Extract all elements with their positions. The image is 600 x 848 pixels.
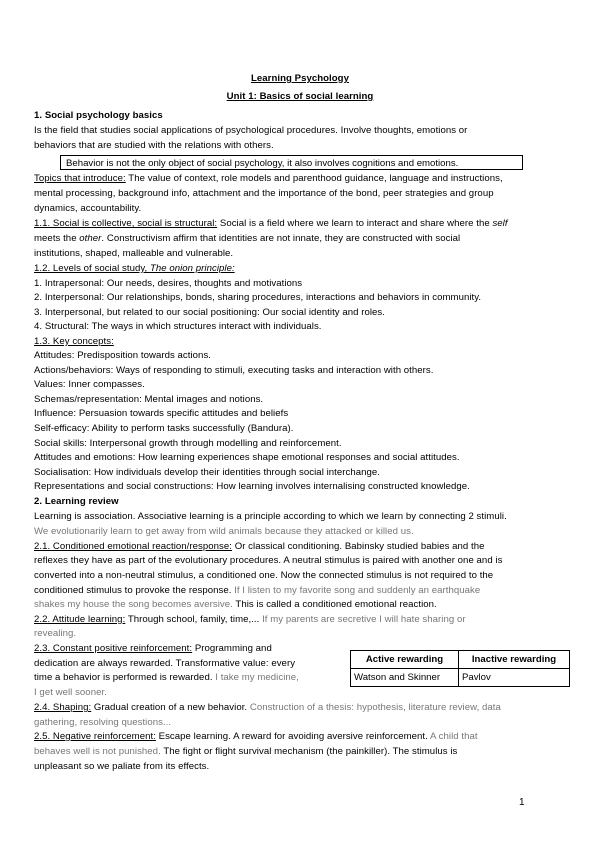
concept-item: Attitudes: Predisposition towards actions.: [34, 350, 212, 361]
subsection-1-1-text-b: meets the: [34, 233, 80, 244]
subsection-2-2-line-1: [34, 613, 574, 628]
subsection-2-1-text-a: Or classical conditioning. Babinsky studied babies and the: [231, 541, 485, 552]
table-cell-inactive: Pavlov: [459, 669, 570, 687]
subsection-2-2-line-2: revealing.: [34, 628, 77, 639]
subsection-1-1-line-2: [34, 232, 574, 247]
concept-item: Schemas/representation: Mental images and notions.: [34, 394, 264, 405]
level-item: 2. Interpersonal: Our relationships, bonds, sharing procedures, interactions and behaviors in community.: [34, 292, 482, 303]
subsection-2-2-text: Through school, family, time,...: [125, 614, 263, 625]
subsection-1-1-line-3: institutions, shaped, malleable and vulnerable.: [34, 248, 234, 259]
self-term: self: [492, 218, 508, 229]
subsection-2-3-line-4: I get well sooner.: [34, 687, 107, 698]
subsection-1-1-text-c: . Constructivism affirm that identities are not innate, they are constructed with social: [101, 233, 461, 244]
subsection-2-1-example-a: If I listen to my favorite song and suddenly an earthquake: [234, 585, 481, 596]
subsection-2-5-text-b: The fight or flight survival mechanism (the painkiller). The stimulus is: [160, 746, 458, 757]
section-2-heading: 2. Learning review: [34, 496, 119, 507]
concept-item: Attitudes and emotions: How learning experiences shape emotional responses and social attitudes.: [34, 452, 460, 463]
table-header-active: Active rewarding: [351, 651, 459, 669]
table-row: [351, 669, 570, 687]
subsection-2-4-line-2: gathering, resolving questions...: [34, 717, 172, 728]
level-item: 4. Structural: The ways in which structures interact with individuals.: [34, 321, 322, 332]
subsection-2-5-line-1: [34, 730, 574, 745]
other-term: other: [79, 233, 102, 244]
concept-item: Self-efficacy: Ability to perform tasks successfully (Bandura).: [34, 423, 294, 434]
topics-label: Topics that introduce:: [34, 173, 126, 184]
concept-item: Values: Inner compasses.: [34, 379, 145, 390]
concept-item: Social skills: Interpersonal growth through modelling and reinforcement.: [34, 438, 342, 449]
subsection-1-1-label: 1.1. Social is collective, social is structural:: [34, 218, 218, 229]
table-header-inactive: Inactive rewarding: [459, 651, 570, 669]
learning-intro-2: We evolutionarily learn to get away from wild animals because they attacked or killed us.: [34, 526, 414, 537]
level-item: 3. Interpersonal, but related to our social positioning: Our social identity and roles.: [34, 307, 385, 318]
subsection-2-5-example-a: A child that: [430, 731, 478, 742]
subsection-2-5-example-b: behaves well is not punished.: [34, 746, 161, 757]
subsection-2-5-text-a: Escape learning. A reward for avoiding aversive reinforcement.: [155, 731, 431, 742]
subsection-2-1-example-b: shakes my house the song becomes aversive.: [34, 599, 233, 610]
subsection-2-4-line-1: [34, 701, 574, 716]
subsection-1-1-line-1: [34, 217, 574, 232]
concept-item: Representations and social constructions: How learning involves internalising constructed knowledge.: [34, 481, 470, 492]
rewarding-table: [350, 650, 570, 687]
subsection-2-1-line-5: [34, 598, 574, 613]
subsection-1-3-heading: 1.3. Key concepts:: [34, 336, 114, 347]
section-1-heading: 1. Social psychology basics: [34, 110, 163, 121]
subsection-2-1-line-1: [34, 540, 574, 555]
definition-line-2: behaviors that are studied with the relations with others.: [34, 140, 274, 151]
topics-line-3: dynamics, accountability.: [34, 203, 142, 214]
subsection-2-5-line-3: unpleasant so we paliate from its effects.: [34, 761, 210, 772]
subsection-2-3-label: 2.3. Constant positive reinforcement:: [34, 643, 193, 654]
subsection-2-1-label: 2.1. Conditioned emotional reaction/response:: [34, 541, 232, 552]
document-title: Learning Psychology: [251, 73, 349, 84]
concept-item: Socialisation: How individuals develop their identities through social interchange.: [34, 467, 380, 478]
subsection-1-2-heading: [34, 262, 574, 277]
subsection-2-4-example-a: Construction of a thesis: hypothesis, literature review, data: [249, 702, 501, 713]
learning-intro-1: Learning is association. Associative learning is a principle according to which we learn by connecting 2 stimuli.: [34, 511, 507, 522]
concept-item: Actions/behaviors: Ways of responding to stimuli, executing tasks and interaction with others.: [34, 365, 434, 376]
topics-text-1: The value of context, role models and parenthood guidance, language and instructions,: [125, 173, 503, 184]
subsection-1-1-text-a: Social is a field where we learn to interact and share where the: [217, 218, 493, 229]
definition-line-1: Is the field that studies social applications of psychological procedures. Involve thoughts, emotions or: [34, 125, 468, 136]
subsection-2-3-example-a: I take my medicine,: [215, 672, 299, 683]
subsection-1-2-label: 1.2. Levels of social study,: [34, 263, 150, 274]
onion-principle: The onion principle:: [149, 263, 235, 274]
unit-title: Unit 1: Basics of social learning: [226, 91, 374, 102]
topics-line-1: [34, 172, 574, 187]
level-item: 1. Intrapersonal: Our needs, desires, thoughts and motivations: [34, 278, 303, 289]
subsection-2-2-example-a: If my parents are secretive I will hate sharing or: [262, 614, 466, 625]
concept-item: Influence: Persuasion towards specific attitudes and beliefs: [34, 408, 289, 419]
subsection-2-5-line-2: [34, 745, 574, 760]
subsection-2-3-text-c: time a behavior is performed is rewarded.: [34, 672, 216, 683]
topics-line-2: mental processing, background info, attachment and the importance of the bond, peer strategies and group: [34, 188, 494, 199]
subsection-2-1-line-3: converted into a non-neutral stimulus, a conditioned one. Now the connected stimulus is not required to the: [34, 570, 494, 581]
table-cell-active: Watson and Skinner: [351, 669, 459, 687]
subsection-2-1-text-d: conditioned stimulus to provoke the response.: [34, 585, 235, 596]
subsection-2-3-text-a: Programming and: [192, 643, 272, 654]
subsection-2-4-text: Gradual creation of a new behavior.: [91, 702, 250, 713]
subsection-2-3-line-2: dedication are always rewarded. Transformative value: every: [34, 658, 296, 669]
subsection-2-4-label: 2.4. Shaping:: [34, 702, 92, 713]
subsection-2-5-label: 2.5. Negative reinforcement:: [34, 731, 156, 742]
subsection-2-2-label: 2.2. Attitude learning:: [34, 614, 126, 625]
table-header-row: [351, 651, 570, 669]
subsection-2-1-text-e: This is called a conditioned emotional reaction.: [232, 599, 437, 610]
highlight-box: Behavior is not the only object of social psychology, it also involves cognitions and emotions.: [60, 155, 523, 170]
page-number: 1: [519, 797, 525, 808]
subsection-2-1-line-4: [34, 584, 574, 599]
subsection-2-1-line-2: reflexes they have as part of the evolutionary procedures. A neutral stimulus is paired with another one and is: [34, 555, 503, 566]
